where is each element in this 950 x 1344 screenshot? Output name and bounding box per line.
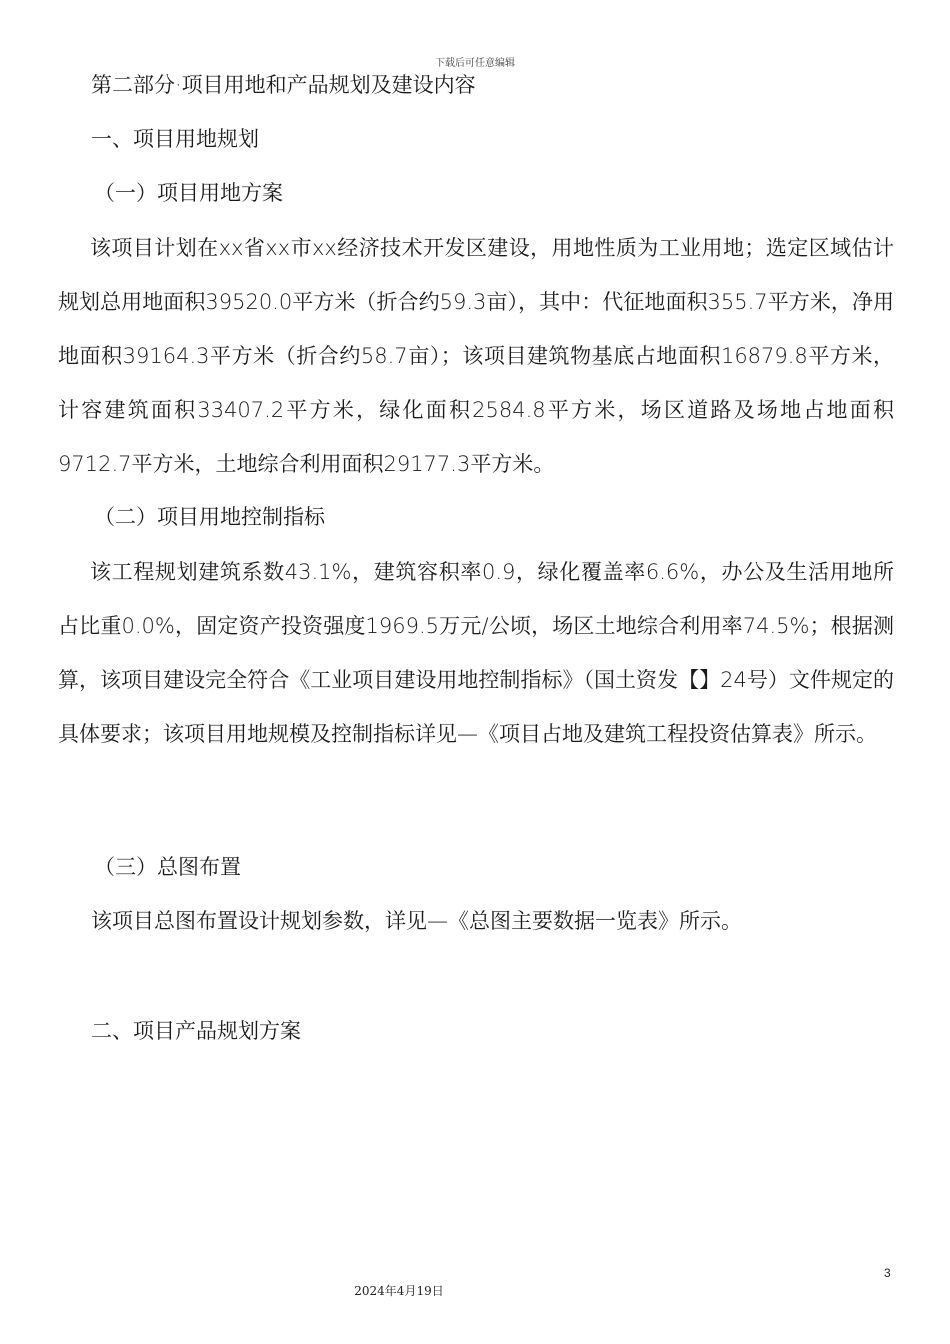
section-title: 第二部分·项目用地和产品规划及建设内容 bbox=[91, 73, 476, 97]
footer-date: 2024年4月19日 bbox=[354, 1284, 444, 1298]
header-note: 下载后可任意编辑 bbox=[435, 58, 515, 69]
subheading-general-layout: （三）总图布置 bbox=[94, 855, 241, 879]
subheading-land-control-indicators: （二）项目用地控制指标 bbox=[94, 505, 325, 529]
paragraph-land-scheme: 该项目计划在xx省xx市xx经济技术开发区建设，用地性质为工业用地；选定区域估计规划总用地面积39520.0平方米（折合约59.3亩），其中：代征地面积355.7平方米，净用地面积39164.3平方米（折合约58.7亩）；该项目建筑物基底占地面积16879.8平方米，计容建筑面积33407.2平方米，绿化面积2584.8平方米，场区道路及场地占地面积9712.7平方米，土地综合利用面积29177.3平方米。 bbox=[58, 236, 894, 476]
subheading-land-scheme: （一）项目用地方案 bbox=[94, 181, 283, 205]
heading-land-planning: 一、项目用地规划 bbox=[91, 127, 259, 151]
heading-product-planning: 二、项目产品规划方案 bbox=[91, 1019, 301, 1043]
paragraph-land-control-indicators: 该工程规划建筑系数43.1%，建筑容积率0.9，绿化覆盖率6.6%，办公及生活用地所占比重0.0%，固定资产投资强度1969.5万元/公顷，场区土地综合利用率74.5%；根据测算，该项目建设完全符合《工业项目建设用地控制指标》（国土资发【】24号）文件规定的具体要求；该项目用地规模及控制指标详见—《项目占地及建筑工程投资估算表》所示。 bbox=[58, 560, 894, 746]
page-number: 3 bbox=[884, 1266, 891, 1280]
paragraph-general-layout: 该项目总图布置设计规划参数，详见—《总图主要数据一览表》所示。 bbox=[91, 909, 742, 933]
